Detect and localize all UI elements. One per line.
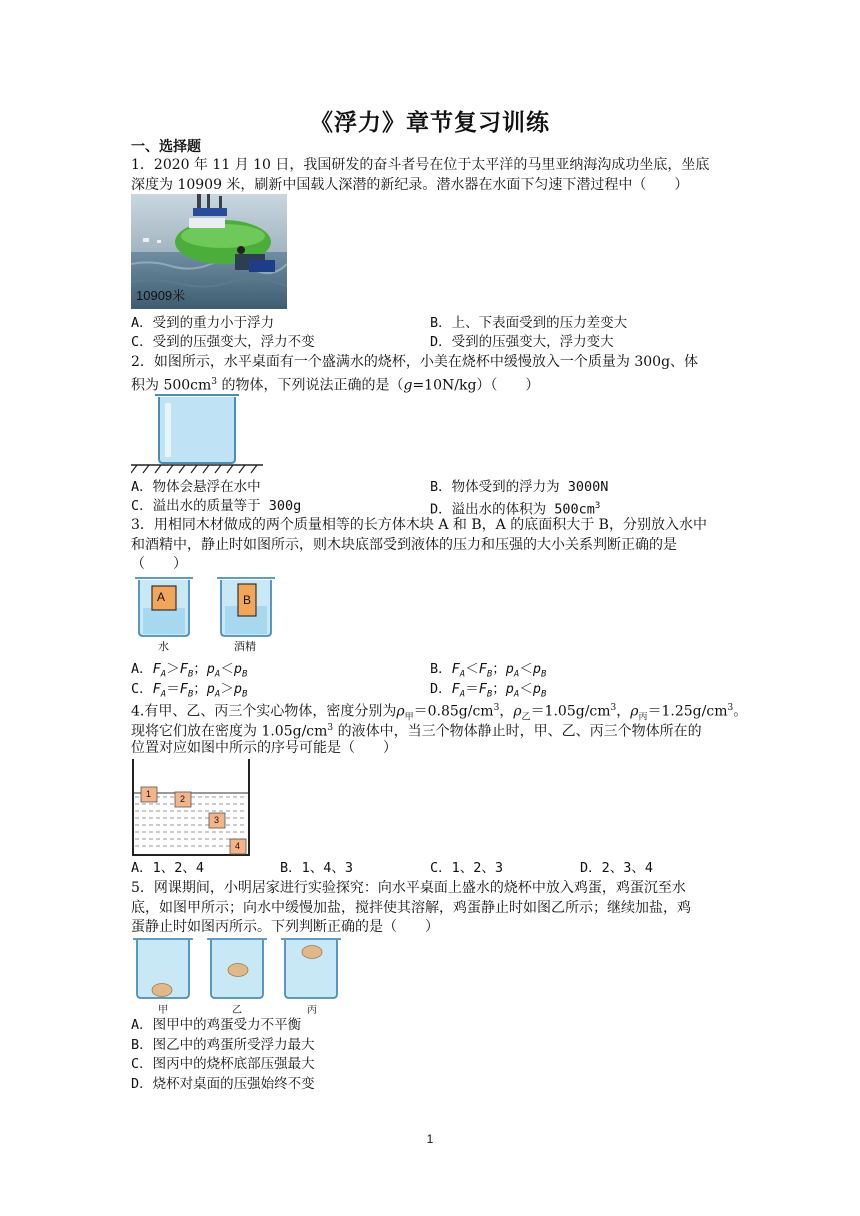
q3-caption-water: 水 [158,640,169,653]
q5-stem-line3: 蛋静止时如图丙所示。下列判断正确的是（ ） [131,919,439,935]
q1-stem-line2: 深度为 10909 米，刷新中国载人深潜的新纪录。潜水器在水面下匀速下潜过程中（ ） [131,177,689,193]
q1-option-b[interactable]: B．上、下表面受到的压力差变大 [430,315,628,331]
q1-option-d[interactable]: D．受到的压强变大，浮力变大 [430,334,614,350]
q1-submersible-photo [131,194,287,309]
q2-option-c[interactable]: C．溢出水的质量等于 300g [131,498,302,514]
q2-beaker-figure [131,391,266,475]
q5-caption-jia: 甲 [158,1005,168,1016]
q3-stem-line2: 和酒精中，静止时如图所示，则木块底部受到液体的压力和压强的大小关系判断正确的是 [131,537,677,553]
q4-stem-line3: 位置对应如图中所示的序号可能是（ ） [131,740,397,756]
q5-stem-line2: 底，如图甲所示；向水中缓慢加盐，搅拌使其溶解，鸡蛋静止时如图乙所示；继续加盐，鸡 [131,900,691,916]
q1-photo-depth-label: 10909米 [136,288,186,303]
q4-option-b[interactable]: B．1、4、3 [280,860,354,876]
page-number: 1 [426,1132,434,1146]
q3-stem-line1: 3．用相同木材做成的两个质量相等的长方体木块 A 和 B，A 的底面积大于 B，分别放入水中 [131,517,707,533]
q5-caption-bing: 丙 [307,1005,317,1016]
section-heading: 一、选择题 [131,139,201,155]
q2-option-b[interactable]: B．物体受到的浮力为 3000N [430,479,609,495]
q3-option-d[interactable]: D．$F_A=F_B$；$p_A<p_B$ [430,681,547,700]
q3-option-a[interactable]: A．$F_A>F_B$；$p_A<p_B$ [131,661,248,680]
q5-option-d[interactable]: D．烧杯对桌面的压强始终不变 [131,1076,315,1092]
q5-option-c[interactable]: C．图丙中的烧杯底部压强最大 [131,1056,315,1072]
q4-container-figure [131,759,253,857]
q4-object-label-4: 4 [235,841,241,851]
page-title: 《浮力》章节复习训练 [310,109,550,136]
q4-stem-line2: 现将它们放在密度为 $1.05g/cm^3$ 的液体中，当三个物体静止时，甲、乙、丙三个物体所在的 [131,723,702,740]
q4-object-label-2: 2 [180,794,186,804]
q3-option-b[interactable]: B．$F_A<F_B$；$p_A<p_B$ [430,661,547,680]
q4-option-d[interactable]: D．2、3、4 [580,860,654,876]
q2-option-a[interactable]: A．物体会悬浮在水中 [131,479,261,495]
q3-beakers-figure [131,574,281,656]
q5-stem-line1: 5．网课期间，小明居家进行实验探究：向水平桌面上盛水的烧杯中放入鸡蛋，鸡蛋沉至水 [131,880,686,896]
q2-stem-line1: 2．如图所示，水平桌面有一个盛满水的烧杯，小美在烧杯中缓慢放入一个质量为 300g、体 [131,354,699,370]
q4-option-c[interactable]: C．1、2、3 [430,860,504,876]
q2-stem-line2: 积为 $500cm^3$ 的物体，下列说法正确的是（g=10N/kg）（ ） [131,377,540,394]
q1-option-a[interactable]: A．受到的重力小于浮力 [131,315,275,331]
q1-option-c[interactable]: C．受到的压强变大，浮力不变 [131,334,315,350]
q2-option-d[interactable]: D．溢出水的体积为 $500cm^3$ [430,501,601,518]
q3-caption-alcohol: 酒精 [234,640,256,653]
q5-option-b[interactable]: B．图乙中的鸡蛋所受浮力最大 [131,1037,315,1053]
q4-object-label-1: 1 [146,789,152,799]
q4-option-a[interactable]: A．1、2、4 [131,860,205,876]
q1-stem-line1: 1．2020 年 11 月 10 日，我国研发的奋斗者号在位于太平洋的马里亚纳海沟成功坐底，坐底 [131,157,710,173]
q5-option-a[interactable]: A．图甲中的鸡蛋受力不平衡 [131,1017,302,1033]
q3-stem-line3: （ ） [131,556,187,572]
q4-object-label-3: 3 [214,815,220,825]
q5-egg-beakers-figure [131,936,341,1016]
q4-stem-line1: 4.有甲、乙、丙三个实心物体，密度分别为$\rho_甲=0.85g/cm^3$，$\rho_乙=1.05g/cm^3$，$\rho_丙=1.25g/cm^3$。 [131,703,748,723]
q3-block-a-label: A [157,590,166,604]
q5-caption-yi: 乙 [232,1005,242,1016]
q3-option-c[interactable]: C．$F_A=F_B$；$p_A>p_B$ [131,681,248,700]
q3-block-b-label: B [243,593,252,607]
